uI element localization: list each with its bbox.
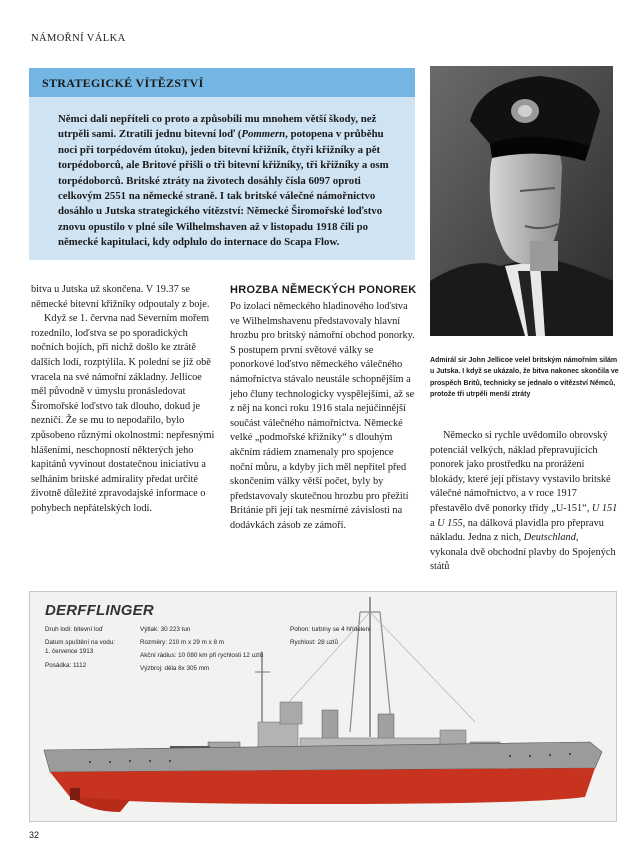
spec-type: Druh lodi: bitevní loď (45, 626, 103, 633)
spec-speed: Rychlost: 28 uzlů (290, 639, 338, 646)
running-head: NÁMOŘNÍ VÁLKA (31, 33, 126, 44)
sidebar-header-bar (29, 68, 415, 97)
sidebar-box (29, 68, 415, 260)
admiral-portrait-illustration (430, 66, 613, 336)
sidebar-text: Němci dali nepříteli co proto a způsobili mu mnohem větší škody, než utrpěli sami. Ztratili jednu bitevní loď (Pommern, potopena v průběhu noci při torpédovém útoku), jeden bitevní křižník, čtyři křižníky a pět torpédoborců, ale Britové přišli o tři bitevní křižníky, tři křižníky a osm torpédoborců. Britské ztráty na životech dosáhly čísla 6097 oproti celkovým 2551 na německé straně. I tak britské válečné námořnictvo dosáhlo u Jutska strategického vítězství: Německé Širomořské loďstvo znovu opustilo v plné síle Wilhelmshaven až v listopadu 1918 čili po německé kapitulaci, kdy odplulo do internace do Scapa Flow. (58, 113, 389, 249)
text-column-2 (230, 283, 417, 534)
paragraph: Po izolaci německého hladinového loďstva ve Wilhelmshavenu představovaly hlavní hrozbu pro britský námořní obchod ponorky. S postupem první světové války se ponorkové loďstvo německého válečného námořnictva stávalo neustále schopnějším a jeho čluny technologicky vyspělejšími, až se z něj na konci roku 1916 stala nejúčinnější součást válečného námořnictva. Německé velké „podmořské křižníky“ s dlouhým akčním rádiem znamenaly pro spojence noční můru, a kdyby jich měl nepřítel před skončením války větší počet, byly by představovaly skutečnou hrozbu pro přežití Británie při její tak nesmírné závislosti na dodávkách zásob ze zámoří. (230, 301, 415, 531)
spec-propulsion: Pohon: turbíny se 4 hřídeleni (290, 626, 371, 633)
spec-range: Akční rádius: 10 080 km při rychlosti 12 uzlů (140, 652, 264, 659)
ship-title: DERFFLINGER (45, 602, 154, 619)
page-number: 32 (29, 830, 40, 840)
spec-armament: Výzbroj: děla 8x 305 mm (140, 665, 210, 672)
portrait-photo (430, 66, 613, 336)
spec-dimensions: Rozměry: 210 m x 29 m x 8 m (140, 639, 224, 646)
paragraph: Německo si rychle uvědomilo obrovský potenciál velkých, náklad přepravujících ponorek jako prostředku na prorážení blokády, které její přístavy vystavilo britské válečné námořnictvo, a v roce 1917 přestavělo dvě ponorky třídy „U-151“, U 151 a U 155, na dálková plavidla pro přepravu nákladu. Jedna z nich, Deutschland, vykonala dvě obchodní plavby do Spojených států (430, 430, 618, 573)
paragraph: Když se 1. června nad Severním mořem rozednilo, loďstva se po sporadických nočních bojích, při nichž došlo ke ztrátě dalších lodí, rozptýlila. K polední se již obě vracela na své námořní základny. Jellicoe měl původně v úmyslu pronásledovat Širomořské loďstvo tak dlouho, dokud je nezničí. Že se mu to nepodařilo, bylo způsobeno různými okolnostmi: nepřesnými hlášeními, neschopností některých jeho kapitánů vyvinout dostatečnou iniciativu a selháním britské admirality předat určité životně důležité zpravodajské informace o pohybech nepřátelských lodí. (31, 313, 215, 514)
photo-caption: Admirál sir John Jellicoe velel britským námořním silám u Jutska. I když se ukázalo, že bitva nakonec skončila ve prospěch Britů, technicky se jednalo o vítězství Němců, protože tři utrpěli menší ztráty (430, 357, 619, 399)
spec-launch-label: Datum spuštění na vodu: (45, 639, 116, 646)
spec-launch-date: 1. července 1913 (45, 648, 94, 655)
section-heading: HROZBA NĚMECKÝCH PONOREK (230, 284, 417, 296)
sidebar-title: STRATEGICKÉ VÍTĚZSTVÍ (42, 76, 204, 90)
spec-crew: Posádka: 1112 (45, 662, 87, 669)
text-column-1 (31, 283, 217, 517)
spec-displacement: Výtlak: 30 223 tun (140, 626, 191, 633)
text-column-3 (430, 429, 618, 575)
paragraph: bitva u Jutska už skončena. V 19.37 se německé bitevní křižníky odpoutaly z boje. (31, 284, 210, 310)
ship-profile-panel (29, 591, 617, 822)
